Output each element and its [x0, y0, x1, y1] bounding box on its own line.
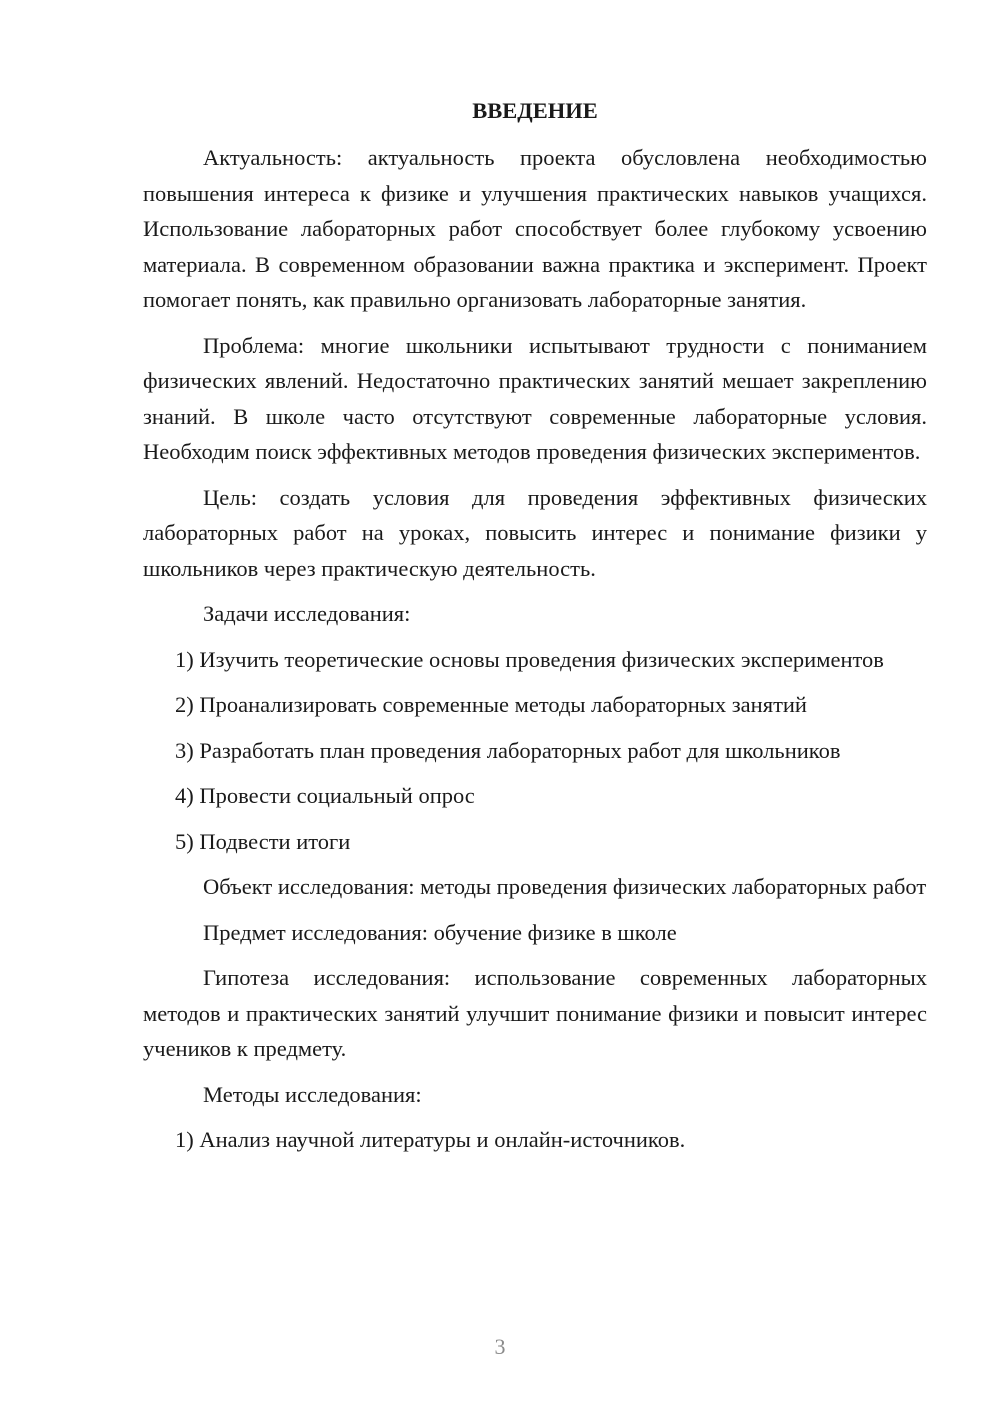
task-item: 3) Разработать план проведения лабораторных работ для школьников [175, 737, 841, 763]
method-item: 1) Анализ научной литературы и онлайн-источников. [175, 1127, 686, 1152]
page-content [143, 94, 927, 1168]
page-number: 3 [494, 1334, 506, 1359]
paragraph-relevance: Актуальность: актуальность проекта обусловлена необходимостью повышения интереса к физике и улучшения практических навыков учащихся. Использование лабораторных работ способствует более глубокому усвоению материала. В современном образовании важна практика и эксперимент. Проект помогает понять, как правильно организовать лабораторные занятия. [143, 145, 927, 312]
paragraph-hypothesis: Гипотеза исследования: использование современных лабораторных методов и практических занятий улучшит понимание физики и повысит интерес учеников к предмету. [143, 965, 927, 1061]
paragraph-object: Объект исследования: методы проведения физических лабораторных работ [203, 874, 927, 899]
paragraph-goal: Цель: создать условия для проведения эффективных физических лабораторных работ на уроках, повысить интерес и понимание физики у школьников через практическую деятельность. [143, 484, 927, 581]
task-item: 4) Провести социальный опрос [175, 783, 475, 808]
paragraph-subject: Предмет исследования: обучение физике в школе [203, 919, 677, 945]
task-item: 1) Изучить теоретические основы проведения физических экспериментов [175, 646, 884, 672]
paragraph-problem: Проблема: многие школьники испытывают трудности с пониманием физических явлений. Недостаточно практических занятий мешает закреплению знаний. В школе часто отсутствуют современные лабораторные условия. Необходим поиск эффективных методов проведения физических экспериментов. [143, 332, 927, 464]
task-item: 2) Проанализировать современные методы лабораторных занятий [175, 692, 807, 717]
methods-heading: Методы исследования: [203, 1081, 422, 1107]
task-item: 5) Подвести итоги [175, 828, 351, 854]
section-title: ВВЕДЕНИЕ [472, 98, 598, 123]
tasks-heading: Задачи исследования: [203, 601, 411, 626]
